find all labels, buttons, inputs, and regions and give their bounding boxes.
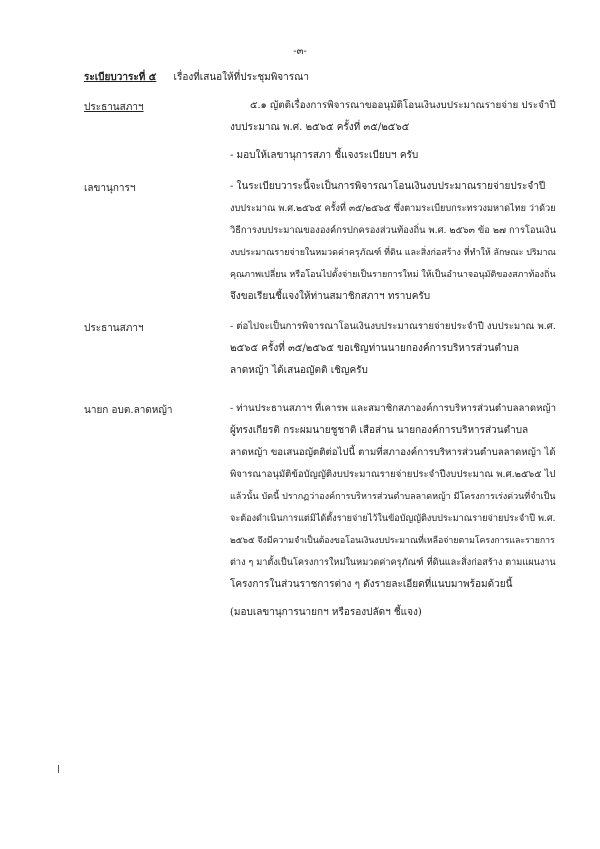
text-line: วิธีการงบประมาณขององค์กรปกครองส่วนท้องถิ่น พ.ศ. ๒๕๖๓ ข้อ ๒๗ การโอนเงิน <box>230 225 556 236</box>
agenda-label: ระเบียบวาระที่ ๕ <box>84 72 157 83</box>
text-line: ผู้ทรงเกียรติ กระผมนายชูชาติ เสือส่าน นายกองค์การบริหารส่วนตำบล <box>230 425 529 436</box>
text-line: จะต้องดำเนินการแต่มิได้ตั้งรายจ่ายไว้ในข้อบัญญัติงบประมาณรายจ่ายประจำปี พ.ศ. <box>230 514 556 524</box>
text-line: ต่าง ๆ มาตั้งเป็นโครงการใหม่ในหมวดค่าครุภัณฑ์ ที่ดินและสิ่งก่อสร้าง ตามแผนงาน <box>230 558 556 568</box>
speaker-chairman-2: ประธานสภาฯ <box>84 323 144 334</box>
text-line: งบประมาณ พ.ศ.๒๕๖๕ ครั้งที่ ๓๕/๒๕๖๕ ซึ่งตามระเบียบกระทรวงมหาดไทย ว่าด้วย <box>230 204 556 214</box>
text-line: คุณภาพเปลี่ยน หรือโอนไปตั้งจ่ายเป็นรายการใหม่ ให้เป็นอำนาจอนุมัติของสภาท้องถิ่น <box>230 270 556 280</box>
page-number: -๓- <box>293 46 307 57</box>
note-delegation: (มอบเลขานุการนายกฯ หรือรองปลัดฯ ชี้แจง) <box>230 607 422 618</box>
text-line: - ต่อไปจะเป็นการพิจารณาโอนเงินงบประมาณรายจ่ายประจำปี งบประมาณ พ.ศ. <box>230 321 556 332</box>
text-line: ลาดหญ้า ได้เสนอญัตติ เชิญครับ <box>230 365 368 376</box>
text-line: งบประมาณ พ.ศ. ๒๕๖๕ ครั้งที่ ๓๕/๒๕๖๕ <box>230 122 410 133</box>
text-line: จึงขอเรียนชี้แจงให้ท่านสมาชิกสภาฯ ทราบครับ <box>230 291 431 302</box>
text-line: ๒๕๖๕ จึงมีความจำเป็นต้องขอโอนเงินงบประมาณที่เหลือจ่ายตามโครงการและรายการ <box>230 536 555 546</box>
agenda-heading <box>84 70 309 85</box>
text-line: - ท่านประธานสภาฯ ที่เคารพ และสมาชิกสภาองค์การบริหารส่วนตำบลลาดหญ้า <box>230 403 556 414</box>
speaker-chairman-1: ประธานสภาฯ <box>84 102 144 113</box>
speaker-secretary: เลขานุการฯ <box>84 183 136 194</box>
text-line: - ในระเบียบวาระนี้จะเป็นการพิจารณาโอนเงินงบประมาณรายจ่ายประจำปี <box>230 181 546 192</box>
text-line: - มอบให้เลขานุการสภา ชี้แจงระเบียบฯ ครับ <box>230 150 419 161</box>
text-line: งบประมาณรายจ่ายในหมวดค่าครุภัณฑ์ ที่ดิน และสิ่งก่อสร้าง ที่ทำให้ ลักษณะ ปริมาณ <box>230 248 556 258</box>
text-line: ลาดหญ้า ขอเสนอญัตติต่อไปนี้ ตามที่สภาองค์การบริหารส่วนตำบลลาดหญ้า ได้ <box>230 447 556 458</box>
agenda-title: เรื่องที่เสนอให้ที่ประชุมพิจารณา <box>173 72 310 83</box>
text-line: แล้วนั้น บัดนี้ ปรากฏว่าองค์การบริหารส่วนตำบลลาดหญ้า มีโครงการเร่งด่วนที่จำเป็น <box>230 492 556 502</box>
text-line: พิจารณาอนุมัติข้อบัญญัติงบประมาณรายจ่ายประจำปีงบประมาณ พ.ศ.๒๕๖๕ ไป <box>230 469 556 480</box>
text-line: ๕.๑ ญัตติเรื่องการพิจารณาขออนุมัติโอนเงินงบประมาณรายจ่าย ประจำปี <box>250 100 556 111</box>
margin-mark <box>58 765 59 773</box>
speaker-mayor: นายก อบต.ลาดหญ้า <box>84 405 173 416</box>
text-line: ๒๕๖๕ ครั้งที่ ๓๕/๒๕๖๕ ขอเชิญท่านนายกองค์การบริหารส่วนตำบล <box>230 343 520 354</box>
text-line: โครงการในส่วนราชการต่าง ๆ ดังรายละเอียดที่แนบมาพร้อมด้วยนี้ <box>230 579 513 590</box>
